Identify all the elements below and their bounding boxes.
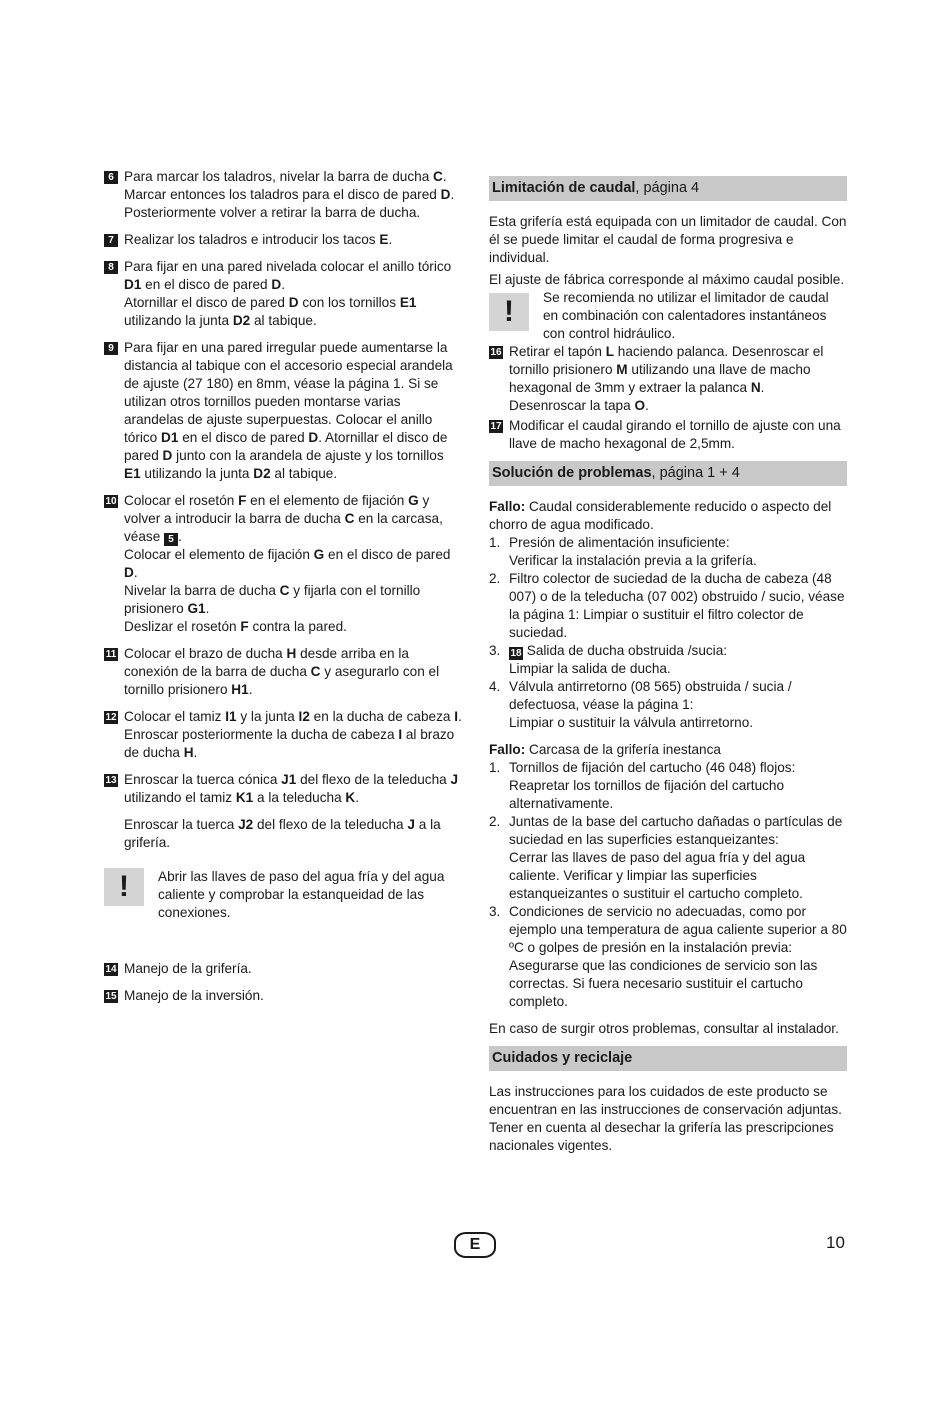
- section-heading-care-recycling: Cuidados y reciclaje: [489, 1046, 847, 1071]
- step-13-continued: [104, 816, 462, 852]
- step-14: [104, 960, 462, 978]
- step-text: Manejo de la grifería.: [124, 961, 252, 976]
- list-item: 4. Válvula antirretorno (08 565) obstruida / sucia / defectuosa, véase la página 1: Limpiar o sustituir la válvula antirretorno.: [489, 679, 792, 730]
- fault-description: Fallo: Caudal considerablemente reducido o aspecto del chorro de agua modificado.: [489, 499, 832, 532]
- section-heading-troubleshooting: Solución de problemas, página 1 + 4: [489, 461, 847, 486]
- step-text: Retirar el tapón L haciendo palanca. Desenroscar el tornillo prisionero M utilizando una llave de macho hexagonal de 3mm y extraer la palanca N. Desenroscar la tapa O.: [509, 344, 824, 413]
- paragraph: Las instrucciones para los cuidados de este producto se encuentran en las instrucciones de conservación adjuntas. Tener en cuenta al desechar la grifería las prescripciones nacionales vigentes.: [489, 1084, 842, 1153]
- step-15: [104, 987, 462, 1005]
- warning-text: Se recomienda no utilizar el limitador de caudal en combinación con calentadores instantáneos con control hidráulico.: [543, 290, 829, 341]
- step-text: Para fijar en una pared irregular puede aumentarse la distancia al tabique con el accesorio especial arandela de ajuste (27 180) en 8mm, véase la página 1. Si se utilizan otros tornillos pueden montarse varias arandelas de ajuste superpuestas. Colocar el anillo tórico D1 en el disco de pared D. Atornillar el disco de pared D junto con la arandela de ajuste y los tornillos E1 utilizando la junta D2 al tabique.: [124, 340, 453, 481]
- step-number: 17: [490, 421, 502, 432]
- step-8: [104, 258, 462, 330]
- fault-list-1: [489, 534, 847, 732]
- step-text: Manejo de la inversión.: [124, 988, 264, 1003]
- step-9: [104, 339, 462, 483]
- step-10: [104, 492, 462, 636]
- step-text: Realizar los taladros e introducir los tacos E.: [124, 232, 393, 247]
- step-text: Enroscar la tuerca cónica J1 del flexo de la teleducha J utilizando el tamiz K1 a la teleducha K.: [124, 772, 459, 805]
- step-text: Colocar el tamiz I1 y la junta I2 en la ducha de cabeza I. Enroscar posteriormente la ducha de cabeza I al brazo de ducha H.: [124, 709, 462, 760]
- paragraph: En caso de surgir otros problemas, consultar al instalador.: [489, 1021, 839, 1036]
- step-number: 9: [104, 342, 118, 355]
- step-number: 16: [490, 347, 502, 358]
- step-13: [104, 771, 462, 807]
- step-17: [489, 417, 847, 453]
- fault-list-2: [489, 759, 847, 1011]
- list-item: 1. Tornillos de fijación del cartucho (46 048) flojos: Reapretar los tornillos de fijación del cartucho alternativamente.: [489, 760, 796, 811]
- step-6: [104, 168, 462, 222]
- fault-description: Fallo: Carcasa de la grifería inestanca: [489, 742, 721, 757]
- step-number: 13: [105, 775, 117, 786]
- paragraph: El ajuste de fábrica corresponde al máximo caudal posible.: [489, 272, 845, 287]
- warning-note: [489, 289, 847, 343]
- step-number: 14: [105, 964, 117, 975]
- section-heading-flow-limitation: Limitación de caudal, página 4: [489, 176, 847, 201]
- step-11: [104, 645, 462, 699]
- step-number: 10: [105, 496, 117, 507]
- step-number: 7: [104, 234, 118, 247]
- warning-text: Abrir las llaves de paso del agua fría y del agua caliente y comprobar la estanqueidad de las conexiones.: [158, 869, 445, 920]
- step-text: Colocar el rosetón F en el elemento de fijación G y volver a introducir la barra de ducha C en la carcasa, véase 5 . Colocar el elemento de fijación G en el disco de pared D. Nivelar la barra de ducha C y fijarla con el tornillo prisionero G1. Deslizar el rosetón F contra la pared.: [124, 493, 451, 634]
- step-text: Colocar el brazo de ducha H desde arriba en la conexión de la barra de ducha C y asegurarlo con el tornillo prisionero H1.: [124, 646, 440, 697]
- warning-note: [104, 868, 462, 924]
- list-item: 3. Condiciones de servicio no adecuadas, como por ejemplo una temperatura de agua caliente superior a 80 ºC o golpes de presión en la instalación previa: Asegurarse que las condiciones de servicio son las correctas. Si fuera necesario sustituir el cartucho completo.: [489, 904, 847, 1009]
- step-12: [104, 708, 462, 762]
- step-number: 12: [105, 712, 117, 723]
- step-text: Enroscar la tuerca J2 del flexo de la teleducha J a la grifería.: [124, 817, 441, 850]
- figure-reference: 5: [164, 533, 178, 546]
- list-item: 3. 18 Salida de ducha obstruida /sucia: Limpiar la salida de ducha.: [489, 643, 728, 676]
- step-number: 6: [104, 171, 118, 184]
- list-item: 2. Juntas de la base del cartucho dañadas o partículas de suciedad en las superficies estanqueizantes: Cerrar las llaves de paso del agua fría y del agua caliente. Verificar y limpiar las superficies estanqueizantes o sustituir el cartucho completo.: [489, 814, 843, 901]
- paragraph: Esta grifería está equipada con un limitador de caudal. Con él se puede limitar el caudal de forma progresiva e individual.: [489, 214, 847, 265]
- step-number: 15: [105, 991, 117, 1002]
- language-badge: E: [454, 1232, 496, 1258]
- left-column: [104, 168, 462, 1014]
- exclamation-icon: !: [489, 293, 529, 331]
- figure-reference: 18: [510, 648, 522, 659]
- list-item: 2. Filtro colector de suciedad de la ducha de cabeza (48 007) o de la teleducha (07 002) obstruido / sucio, véase la página 1: Limpiar o sustituir el filtro colector de suciedad.: [489, 571, 845, 640]
- step-16: [489, 343, 847, 415]
- right-column: [489, 176, 847, 1159]
- page-number: 10: [826, 1233, 845, 1252]
- step-number: 11: [105, 649, 117, 660]
- step-text: Para marcar los taladros, nivelar la barra de ducha C. Marcar entonces los taladros para el disco de pared D. Posteriormente volver a retirar la barra de ducha.: [124, 169, 455, 220]
- step-7: [104, 231, 462, 249]
- step-number: 8: [104, 261, 118, 274]
- step-text: Para fijar en una pared nivelada colocar el anillo tórico D1 en el disco de pared D. Atornillar el disco de pared D con los tornillos E1 utilizando la junta D2 al tabique.: [124, 259, 452, 328]
- exclamation-icon: !: [104, 868, 144, 906]
- step-text: Modificar el caudal girando el tornillo de ajuste con una llave de macho hexagonal de 2,5mm.: [509, 418, 841, 451]
- list-item: 1. Presión de alimentación insuficiente: Verificar la instalación previa a la grifería.: [489, 535, 757, 568]
